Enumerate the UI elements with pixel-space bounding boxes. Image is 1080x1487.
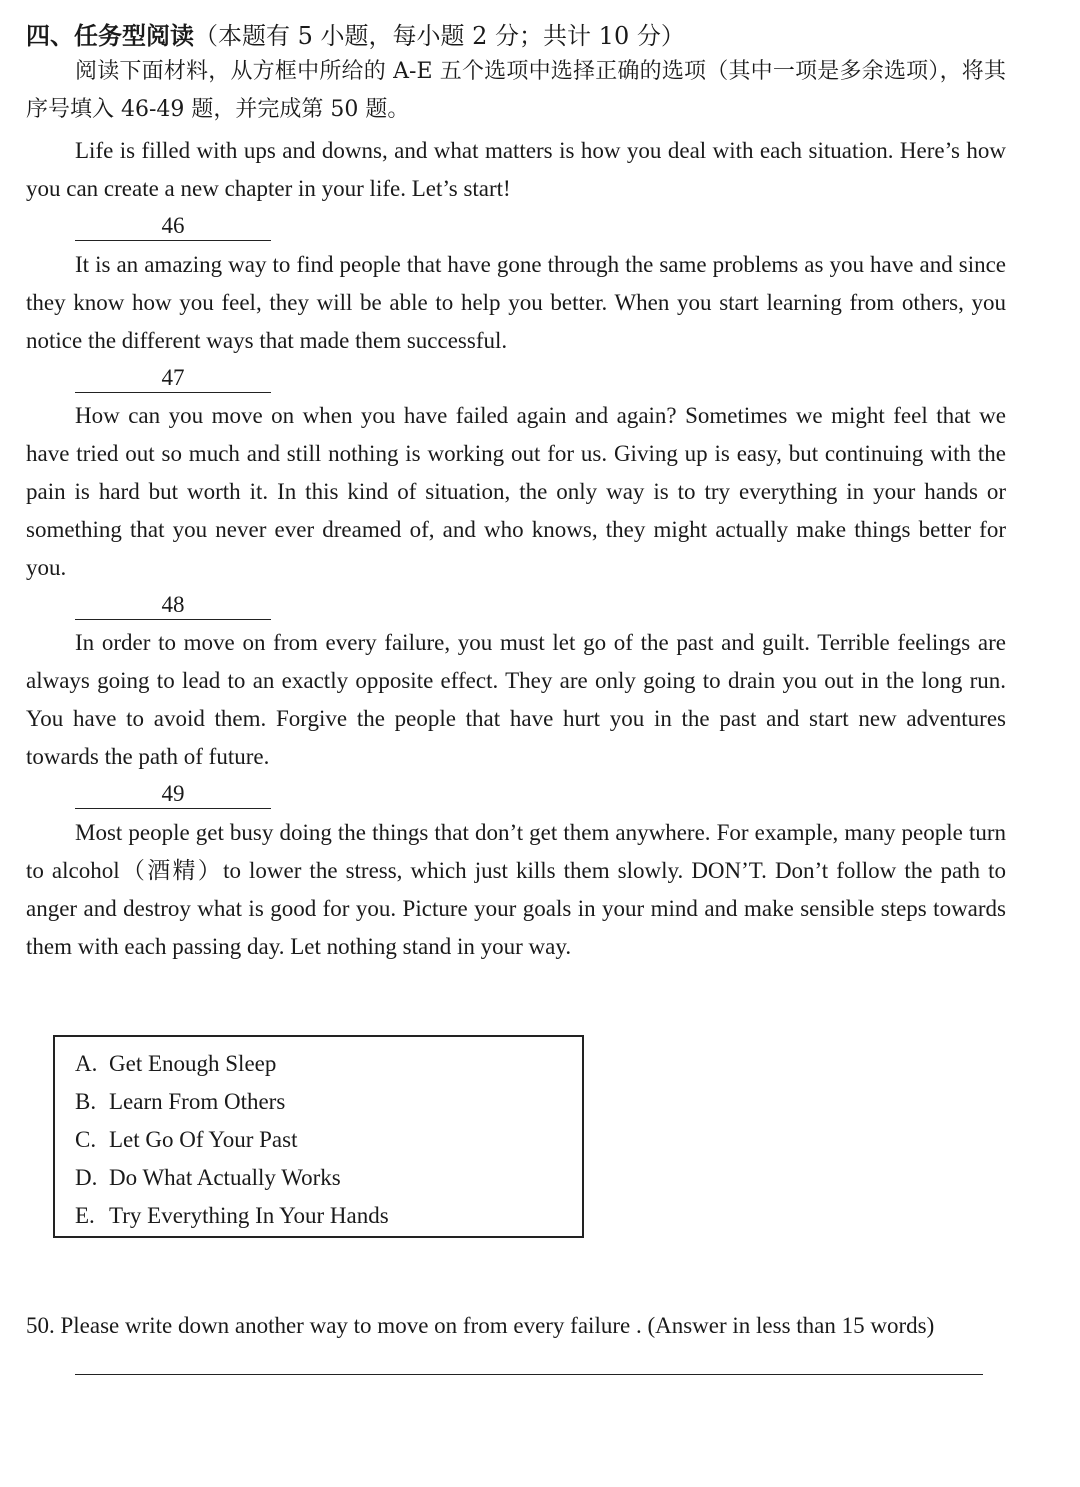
blank-48[interactable]: 48 (75, 591, 271, 620)
blank-47[interactable]: 47 (75, 364, 271, 393)
section-score-note: （本题有 5 小题，每小题 2 分；共计 10 分） (194, 22, 685, 50)
passage-paragraph-3: In order to move on from every failure, you must let go of the past and guilt. Terrible feelings are always going to lead to an exactly opposite effect. They are only going to drain you out in the long run. You have to avoid them. Forgive the people that have hurt you in the past and start new adventures towards the path of future. (26, 630, 1006, 769)
section-title: 四、任务型阅读 (26, 22, 194, 50)
option-d: D. Do What Actually Works (75, 1165, 341, 1190)
section-heading (26, 16, 685, 51)
option-e: E. Try Everything In Your Hands (75, 1203, 389, 1228)
options-box (53, 1035, 584, 1238)
intro-paragraph: Life is filled with ups and downs, and what matters is how you deal with each situation. Here’s how you can create a new chapter in your life. Let’s start! (26, 138, 1006, 201)
option-a: A. Get Enough Sleep (75, 1051, 277, 1076)
passage-paragraph-4: Most people get busy doing the things that don’t get them anywhere. For example, many people turn to alcohol（酒精）to lower the stress, which just kills them slowly. DON’T. Don’t follow the path to anger and destroy what is good for you. Picture your goals in your mind and make sensible steps towards them with each passing day. Let nothing stand in your way. (26, 820, 1006, 959)
answer-line-50[interactable] (75, 1373, 983, 1375)
passage-paragraph-1: It is an amazing way to find people that have gone through the same problems as you have and since they know how you feel, they will be able to help you better. When you start learning from others, you notice the different ways that made them successful. (26, 252, 1006, 353)
option-c: C. Let Go Of Your Past (75, 1127, 298, 1152)
option-b: B. Learn From Others (75, 1089, 286, 1114)
instructions: 阅读下面材料，从方框中所给的 A-E 五个选项中选择正确的选项（其中一项是多余选项），将其序号填入 46-49 题，并完成第 50 题。 (26, 59, 1006, 122)
blank-49[interactable]: 49 (75, 780, 271, 809)
question-50: 50. Please write down another way to move on from every failure . (Answer in less than 15 words) (26, 1313, 935, 1338)
passage-paragraph-2: How can you move on when you have failed again and again? Sometimes we might feel that we have tried out so much and still nothing is working out for us. Giving up is easy, but continuing with the pain is hard but worth it. In this kind of situation, the only way is to try everything in your hands or something that you never ever dreamed of, and who knows, they might actually make things better for you. (26, 403, 1006, 580)
blank-46[interactable]: 46 (75, 212, 271, 241)
